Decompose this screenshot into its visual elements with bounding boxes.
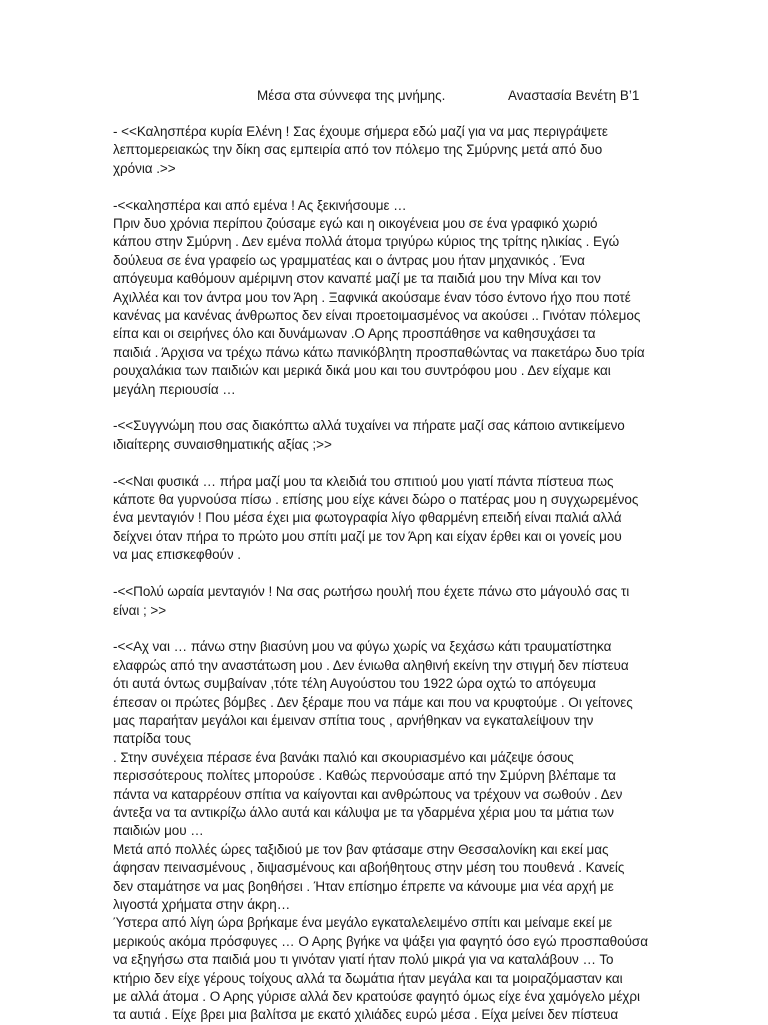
text-line: μεγάλη περιουσία …: [113, 381, 236, 397]
text-line: -<<Ναι φυσικά … πήρα μαζί μου τα κλειδιά του σπιτιού μου γιατί πάντα πίστευα πως: [113, 473, 614, 489]
text-line: πάντα να καταρρέουν σπίτια να καίγονται και ανθρώπους να τρέχουν να σωθούν . Δεν: [113, 786, 623, 802]
paragraph-gap: [113, 454, 658, 472]
document-body: [113, 123, 658, 1025]
paragraph: [113, 583, 658, 620]
text-line: ρουχαλάκια των παιδιών και μερικά δικά μου και του συντρόφου μου . Δεν είχαμε και: [113, 363, 611, 379]
text-line: απόγευμα καθόμουν αμέριμνη στον καναπέ μαζί με τα παιδιά μου την Μίνα και τον: [113, 271, 601, 287]
text-line: Μετά από πολλές ώρες ταξιδιού με τον βαν φτάσαμε στην Θεσσαλονίκη και εκεί μας: [113, 841, 609, 857]
text-line: . Στην συνέχεια πέρασε ένα βανάκι παλιό και σκουριασμένο και μάζεψε όσους: [113, 749, 574, 765]
text-line: -<<Πολύ ωραία μενταγιόν ! Να σας ρωτήσω ηουλή που έχετε πάνω στο μάγουλό σας τι: [113, 584, 630, 600]
text-line: λιγοστά χρήματα στην άκρη…: [113, 896, 291, 912]
text-line: ένα μενταγιόν ! Που μέσα έχει μια φωτογραφία λίγο φθαρμένη επειδή είναι παλιά αλλά: [113, 510, 622, 526]
text-line: λεπτομερειακώς την δίκη σας εμπειρία από τον πόλεμο της Σμύρνης μετά από δυο: [113, 142, 603, 158]
text-line: ελαφρώς από την αναστάτωση μου . Δεν ένιωθα αληθινή εκείνη την στιγμή δεν πίστευα: [113, 657, 629, 673]
text-line: μερικούς ακόμα πρόσφυγες … Ο Αρης βγήκε να ψάξει για φαγητό όσο εγώ προσπαθούσα: [113, 933, 648, 949]
text-line: - <<Καλησπέρα κυρία Ελένη ! Σας έχουμε σήμερα εδώ μαζί για να μας περιγράψετε: [113, 124, 608, 139]
text-line: με αλλά άτομα . Ο Αρης γύρισε αλλά δεν κρατούσε φαγητό όμως είχε ένα χαμόγελο μέχρι: [113, 989, 640, 1005]
text-line: άντεξα να τα αντικρίζω άλλο αυτά και κάλυψα με τα γδαρμένα χέρια μου τα μάτια των: [113, 804, 614, 820]
text-line: δείχνει όταν πήρα το πρώτο μου σπίτι μαζί με τον Άρη και είχαν έρθει και οι γονείς μου: [113, 528, 622, 544]
text-line: κάπου στην Σμύρνη . Δεν εμένα πολλά άτομα τριγύρω κύριος της τρίτης ηλικίας . Εγώ: [113, 234, 620, 250]
document-author: Αναστασία Βενέτη Β’1: [508, 88, 640, 103]
text-line: Αχιλλέα και τον άντρα μου τον Άρη . Ξαφνικά ακούσαμε έναν τόσο έντονο ήχο που ποτέ: [113, 289, 631, 305]
paragraph: [113, 638, 658, 1025]
title-row: [257, 88, 657, 106]
text-line: είναι ; >>: [113, 602, 167, 618]
paragraph: [113, 473, 658, 565]
text-line: κανένας μα κανένας άνθρωπος δεν είναι προετοιμασμένος να ακούσει .. Γινόταν πόλεμος: [113, 308, 641, 324]
text-line: χρόνια .>>: [113, 160, 176, 176]
text-line: να μας επισκεφθούν .: [113, 547, 241, 563]
paragraph-gap: [113, 620, 658, 638]
text-line: Ύστερα από λίγη ώρα βρήκαμε ένα μεγάλο εγκαταλελειμένο σπίτι και μείναμε εκεί με: [113, 915, 613, 931]
text-line: Πριν δυο χρόνια περίπου ζούσαμε εγώ και η οικογένεια μου σε ένα γραφικό χωριό: [113, 216, 598, 232]
text-line: κάποτε θα γυρνούσα πίσω . επίσης μου είχε κάνει δώρο ο πατέρας μου η συγχωρεμένος: [113, 492, 639, 508]
text-line: είπα και οι σειρήνες όλο και δυνάμωναν .Ο Αρης προσπάθησε να καθησυχάσει τα: [113, 326, 596, 342]
text-line: ιδιαίτερης συναισθηματικής αξίας ;>>: [113, 436, 332, 452]
paragraph: [113, 197, 658, 399]
text-line: τα αυτιά . Είχε βρει μια βαλίτσα με εκατό χιλιάδες ευρώ μέσα . Είχα μείνει δεν πίστευα: [113, 1007, 619, 1023]
text-line: -<<Αχ ναι … πάνω στην βιασύνη μου να φύγω χωρίς να ξεχάσω κάτι τραυματίστηκα: [113, 639, 612, 655]
text-line: δεν σταμάτησε να μας βοηθήσει . Ήταν επίσημο έπρεπε να κάνουμε μια νέα αρχή με: [113, 878, 614, 894]
document-title: Μέσα στα σύννεφα της μνήμης.: [257, 88, 446, 103]
paragraph-gap: [113, 565, 658, 583]
paragraph: [113, 417, 658, 454]
text-line: πατρίδα τους: [113, 731, 191, 747]
text-line: να εξηγήσω στα παιδιά μου τι γινόταν γιατί ήταν πολύ μικρά για να καταλάβουν … Το: [113, 952, 614, 968]
paragraph-gap: [113, 178, 658, 196]
text-line: κτήριο δεν είχε γέρους τοίχους αλλά τα δωμάτια ήταν μεγάλα και τα μοιραζόμασταν και: [113, 970, 623, 986]
text-line: παιδιά . Άρχισα να τρέχω πάνω κάτω πανικόβλητη προσπαθώντας να πακετάρω δυο τρία: [113, 344, 645, 360]
text-line: μας παραήταν μεγάλοι και έμειναν σπίτια τους , αρνήθηκαν να εγκαταλείψουν την: [113, 712, 594, 728]
text-line: περισσότερους πολίτες μπορούσε . Καθώς περνούσαμε από την Σμύρνη βλέπαμε τα: [113, 768, 616, 784]
text-line: ότι αυτά όντως συμβαίναν ,τότε τέλη Αυγούστου του 1922 ώρα οχτώ το απόγευμα: [113, 676, 596, 692]
text-line: παιδιών μου …: [113, 823, 204, 839]
text-line: -<<Συγγνώμη που σας διακόπτω αλλά τυχαίνει να πήρατε μαζί σας κάποιο αντικείμενο: [113, 418, 625, 434]
text-line: έπεσαν οι πρώτες βόμβες . Δεν ξέραμε που να πάμε και που να κρυφτούμε . Οι γείτονες: [113, 694, 633, 710]
paragraph: [113, 123, 658, 178]
text-line: δούλευα σε ένα γραφείο ως γραμματέας και ο άντρας μου ήταν μηχανικός . Ένα: [113, 252, 585, 268]
text-line: άφησαν πεινασμένους , διψασμένους και αβοήθητους στην μέση του πουθενά . Κανείς: [113, 860, 625, 876]
paragraph-gap: [113, 399, 658, 417]
text-line: -<<καλησπέρα και από εμένα ! Ας ξεκινήσουμε …: [113, 197, 407, 213]
